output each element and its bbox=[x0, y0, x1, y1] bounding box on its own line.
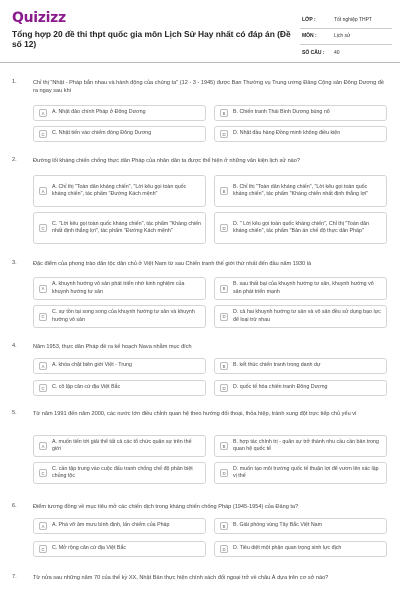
option-letter-badge: C bbox=[39, 313, 47, 321]
option-text: D. quốc tế hóa chiến tranh Đông Dương bbox=[233, 384, 328, 391]
option-text: C. sự tồn tại song song của khuynh hướng tư sản và khuynh hướng vô sản bbox=[52, 309, 195, 323]
option-letter-badge: B bbox=[220, 187, 228, 195]
option-d[interactable] bbox=[214, 462, 387, 484]
meta-count-label: SỐ CÂU : bbox=[302, 50, 325, 57]
question-number: 1. bbox=[12, 79, 17, 85]
option-text: B. sau thất bại của khuynh hướng tư sản, khuynh hướng vô sản phát triển mạnh bbox=[233, 281, 374, 295]
option-d[interactable] bbox=[214, 212, 387, 244]
option-a[interactable] bbox=[33, 358, 206, 374]
option-letter-badge: A bbox=[39, 285, 47, 293]
option-letter-badge: D bbox=[220, 384, 228, 392]
option-text: A. Chỉ thị "Toàn dân kháng chiến", "Lời kêu gọi toàn quốc kháng chiến", tác phẩm "Đường Kách mệnh" bbox=[52, 183, 187, 197]
question-number: 2. bbox=[12, 157, 17, 163]
option-b[interactable] bbox=[214, 358, 387, 374]
option-letter-badge: A bbox=[39, 362, 47, 370]
option-letter-badge: B bbox=[220, 285, 228, 293]
meta-subject-value: Lịch sử bbox=[334, 33, 351, 40]
option-letter-badge: A bbox=[39, 442, 47, 450]
option-b[interactable] bbox=[214, 435, 387, 457]
option-d[interactable] bbox=[214, 126, 387, 142]
option-text: D. " Lời kêu gọi toàn quốc kháng chiến", Chỉ thị "Toàn dân kháng chiến", tác phẩm "Bản án chế độ thực dân Pháp" bbox=[233, 220, 370, 234]
option-letter-badge: D bbox=[220, 469, 228, 477]
option-text: B. Chỉ thị "Toàn dân kháng chiến", "Lời kêu gọi toàn quốc kháng chiến", tác phẩm "Kháng chiến nhất định thắng lợi" bbox=[233, 183, 369, 197]
meta-class-row bbox=[300, 12, 392, 29]
option-a[interactable] bbox=[33, 435, 206, 457]
option-a[interactable] bbox=[33, 105, 206, 121]
question-text: Từ năm 1991 đến năm 2000, các nước lớn điều chỉnh quan hệ theo hướng đối thoại, thỏa hiệp, tránh xung đột trực tiếp chủ yếu vì bbox=[33, 411, 357, 417]
option-letter-badge: C bbox=[39, 545, 47, 553]
option-letter-badge: A bbox=[39, 109, 47, 117]
option-text: D. muốn tạo môi trường quốc tế thuận lợi để vươn lên xác lập vị thế bbox=[233, 465, 379, 479]
option-a[interactable] bbox=[33, 277, 206, 300]
option-c[interactable] bbox=[33, 380, 206, 396]
page-title: Tổng hợp 20 đề thi thpt quốc gia môn Lịch Sử Hay nhất có đáp án (Đề số 12) bbox=[12, 29, 291, 50]
option-letter-badge: B bbox=[220, 522, 228, 530]
question-number: 3. bbox=[12, 260, 17, 266]
quizizz-logo: Quizizz bbox=[12, 10, 66, 26]
header-divider bbox=[0, 62, 400, 63]
option-c[interactable] bbox=[33, 126, 206, 142]
option-c[interactable] bbox=[33, 212, 206, 244]
option-b[interactable] bbox=[214, 518, 387, 534]
option-letter-badge: B bbox=[220, 442, 228, 450]
question-text: Điểm tương đồng về mục tiêu mở các chiến dịch trong kháng chiến chống Pháp (1945-1954) của Đảng ta? bbox=[33, 504, 299, 510]
meta-class-label: LỚP : bbox=[302, 16, 316, 23]
option-letter-badge: C bbox=[39, 130, 47, 138]
option-letter-badge: A bbox=[39, 522, 47, 530]
option-text: A. Nhật đảo chính Pháp ở Đông Dương bbox=[52, 109, 146, 116]
meta-count-value: 40 bbox=[334, 50, 340, 57]
question-number: 4. bbox=[12, 343, 17, 349]
meta-subject-label: MÔN : bbox=[302, 33, 317, 40]
option-text: A. khuynh hướng vô sản phát triển nhờ kinh nghiệm của khuynh hướng tư sản bbox=[52, 281, 185, 295]
option-text: C. Nhật tiến vào chiếm đóng Đông Dương bbox=[52, 130, 152, 137]
option-letter-badge: D bbox=[220, 313, 228, 321]
option-text: D. Nhật đầu hàng Đồng minh không điều kiện bbox=[233, 130, 341, 137]
option-text: A. Phá vỡ âm mưu bình định, lấn chiếm của Pháp bbox=[52, 522, 170, 529]
option-letter-badge: D bbox=[220, 224, 228, 232]
option-letter-badge: D bbox=[220, 545, 228, 553]
option-letter-badge: C bbox=[39, 384, 47, 392]
option-d[interactable] bbox=[214, 541, 387, 557]
meta-count-row bbox=[300, 45, 392, 62]
option-b[interactable] bbox=[214, 105, 387, 121]
meta-class-value: Tốt nghiệp THPT bbox=[334, 16, 372, 23]
option-text: A. khóa chặt biên giới Việt - Trung bbox=[52, 362, 132, 369]
option-text: D. Tiêu diệt một phận quan trọng sinh lực địch bbox=[233, 545, 342, 552]
question-text: Từ nửa sau những năm 70 của thế kỷ XX, Nhật Bản thực hiện chính sách đối ngoại trở về châu Á dựa trên cơ sở nào? bbox=[33, 575, 329, 581]
option-a[interactable] bbox=[33, 518, 206, 534]
option-text: B. Giải phóng vùng Tây Bắc Việt Nam bbox=[233, 522, 323, 529]
option-b[interactable] bbox=[214, 175, 387, 207]
question-text: Đặc điểm của phong trào dân tộc dân chủ ở Việt Nam từ sau Chiến tranh thế giới thứ nhất đến đầu năm 1930 là bbox=[33, 261, 312, 267]
question-text: Năm 1953, thực dân Pháp đề ra kế hoạch Nava nhằm mục đích bbox=[33, 344, 192, 350]
option-text: B. Chiến tranh Thái Bình Dương bùng nổ bbox=[233, 109, 330, 116]
question-number: 5. bbox=[12, 410, 17, 416]
option-text: B. hợp tác chính trị - quân sự trở thành nhu cầu cần bản trong quan hệ quốc tế bbox=[233, 438, 379, 452]
option-letter-badge: B bbox=[220, 109, 228, 117]
option-d[interactable] bbox=[214, 305, 387, 328]
option-a[interactable] bbox=[33, 175, 206, 207]
option-c[interactable] bbox=[33, 305, 206, 328]
option-c[interactable] bbox=[33, 462, 206, 484]
option-text: B. kết thúc chiến tranh trong danh dự bbox=[233, 362, 321, 369]
question-text: Đường lối kháng chiến chống thực dân Pháp của nhân dân ta được thể hiện ở những văn kiện lịch sử nào? bbox=[33, 158, 301, 164]
option-text: A. muốn tiến tới giải thể tất cả các tổ chức quân sự trên thế giới bbox=[52, 438, 192, 452]
option-text: C. Mở rộng căn cứ địa Việt Bắc bbox=[52, 545, 127, 552]
option-text: C. cô lập căn cứ địa Việt Bắc bbox=[52, 384, 121, 391]
meta-table bbox=[300, 12, 392, 62]
option-letter-badge: D bbox=[220, 130, 228, 138]
option-text: C. cần tập trung vào cuộc đấu tranh chống chế độ phân biệt chủng tộc bbox=[52, 465, 193, 479]
meta-subject-row bbox=[300, 29, 392, 46]
option-letter-badge: C bbox=[39, 469, 47, 477]
option-text: C. "Lời kêu gọi toàn quốc kháng chiến", tác phẩm "Kháng chiến nhất định thắng lợi", tác phẩm "Đường Kách mệnh" bbox=[52, 220, 201, 234]
question-number: 7. bbox=[12, 574, 17, 580]
option-d[interactable] bbox=[214, 380, 387, 396]
question-number: 6. bbox=[12, 503, 17, 509]
question-text: Chỉ thị "Nhật - Pháp bắn nhau và hành động của chúng ta" (12 - 3 - 1945) được Ban Thường vụ Trung ương Đảng Cộng sản Đông Dương đề ra ngay sau khi bbox=[33, 80, 385, 95]
option-letter-badge: B bbox=[220, 362, 228, 370]
option-text: D. cả hai khuynh hướng tư sản và vô sản đều sử dụng bạo lực để loại trừ nhau bbox=[233, 309, 381, 323]
option-b[interactable] bbox=[214, 277, 387, 300]
option-letter-badge: C bbox=[39, 224, 47, 232]
option-letter-badge: A bbox=[39, 187, 47, 195]
option-c[interactable] bbox=[33, 541, 206, 557]
